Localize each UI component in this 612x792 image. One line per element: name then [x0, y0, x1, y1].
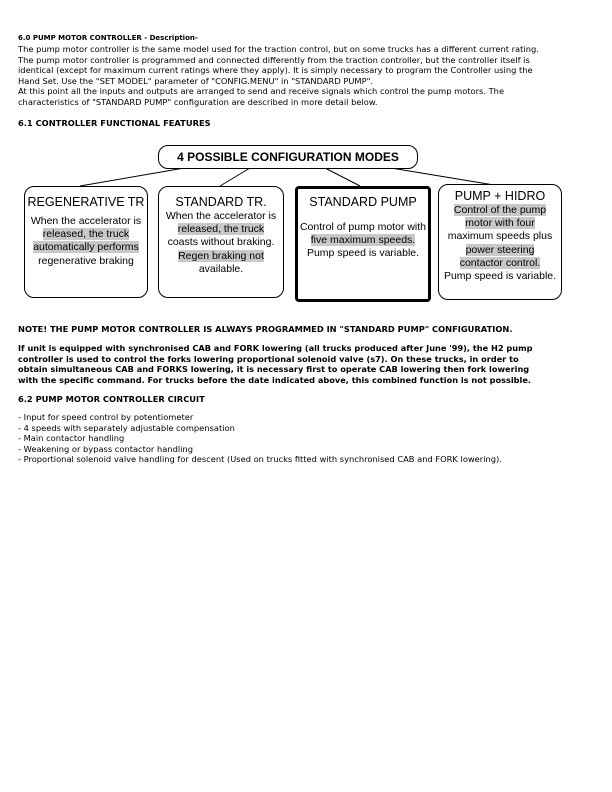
mode-line: Pump speed is variable. [306, 247, 420, 260]
mode-title: REGENERATIVE TR [27, 195, 145, 209]
intro-line: characteristics of "STANDARD PUMP" configuration are described in more detail below. [18, 96, 378, 107]
list-item: - Weakening or bypass contactor handling [18, 443, 193, 454]
mode-line: maximum speeds plus [447, 230, 553, 243]
mode-description [25, 215, 147, 268]
mode-line-highlighted: five maximum speeds. [310, 234, 416, 247]
mode-line: coasts without braking. [167, 236, 275, 249]
intro-line: identical (except for maximum current ratings where they apply). It is simply necessary to program the Controller using the [18, 65, 533, 76]
intro-paragraph [18, 44, 596, 108]
mode-title: STANDARD TR. [175, 195, 267, 209]
mode-title: PUMP + HIDRO [454, 189, 546, 203]
mode-box-regenerative [24, 186, 148, 298]
connector-line [80, 167, 190, 186]
fork-line: If unit is equipped with synchronised CAB and FORK lowering (all trucks produced after June '99), the H2 pump [18, 343, 533, 353]
mode-box-standard-pump [295, 186, 431, 302]
configuration-note: NOTE! THE PUMP MOTOR CONTROLLER IS ALWAYS PROGRAMMED IN "STANDARD PUMP" CONFIGURATION. [18, 324, 513, 334]
mode-box-standard-tr [158, 186, 284, 298]
intro-line: At this point all the inputs and outputs are arranged to send and receive signals which control the pump motors. The [18, 86, 505, 97]
section-heading-6-2: 6.2 PUMP MOTOR CONTROLLER CIRCUIT [18, 394, 205, 404]
configuration-modes-label: 4 POSSIBLE CONFIGURATION MODES [158, 145, 418, 169]
configuration-modes-diagram [0, 140, 612, 310]
mode-description [298, 221, 428, 261]
mode-line-highlighted: motor with four [465, 217, 535, 230]
mode-title: STANDARD PUMP [309, 195, 417, 209]
mode-line-highlighted: contactor control. [459, 256, 541, 269]
fork-line: controller is used to control the forks lowering proportional solenoid valve (s7). On these trucks, in order to [18, 353, 519, 364]
circuit-feature-list [18, 412, 502, 465]
connector-line [325, 168, 360, 186]
mode-line: Control of pump motor with [299, 221, 427, 233]
list-item: - Main contactor handling [18, 433, 125, 443]
fork-line: with the specific command. For trucks before the date indicated above, this combined function is not possible. [18, 374, 531, 385]
connector-line [220, 168, 250, 186]
list-item: - Proportional solenoid valve handling for descent (Used on trucks fitted with synchronised CAB and FORK lowering). [18, 454, 502, 464]
intro-line: Hand Set. Use the "SET MODEL" parameter of "CONFIG.MENU" in "STANDARD PUMP". [18, 75, 374, 86]
list-item: - 4 speeds with separately adjustable compensation [18, 422, 235, 433]
fork-lowering-paragraph [18, 343, 598, 385]
mode-description [439, 204, 561, 283]
mode-description [159, 210, 283, 276]
fork-line: obtain simultaneous CAB and FORKS lowering, it is necessary first to operate CAB lowering then fork lowering [18, 364, 530, 375]
intro-line: The pump motor controller is the same model used for the traction control, but on some trucks has a different current rating. [18, 44, 539, 54]
mode-line-highlighted: Regen braking not [178, 249, 264, 262]
section-title: 6.0 PUMP MOTOR CONTROLLER - Description- [18, 34, 198, 42]
mode-line-highlighted: automatically performs [33, 241, 139, 254]
mode-line: available. [198, 262, 244, 275]
mode-line: When the accelerator is [30, 215, 142, 227]
list-item: - Input for speed control by potentiometer [18, 412, 194, 422]
mode-line: When the accelerator is [165, 210, 277, 222]
mode-line: regenerative braking [38, 254, 134, 267]
section-heading-6-1: 6.1 CONTROLLER FUNCTIONAL FEATURES [18, 118, 211, 128]
mode-line-highlighted: Control of the pump [453, 204, 547, 216]
mode-line: Pump speed is variable. [443, 270, 557, 283]
intro-line: The pump motor controller is programmed and connected differently from the traction controller, but the controller itself is [18, 54, 530, 65]
mode-line-highlighted: power steering [465, 243, 535, 256]
mode-line-highlighted: released, the truck [42, 228, 130, 241]
mode-line-highlighted: released, the truck [177, 223, 265, 236]
mode-box-pump-hidro [438, 184, 562, 300]
